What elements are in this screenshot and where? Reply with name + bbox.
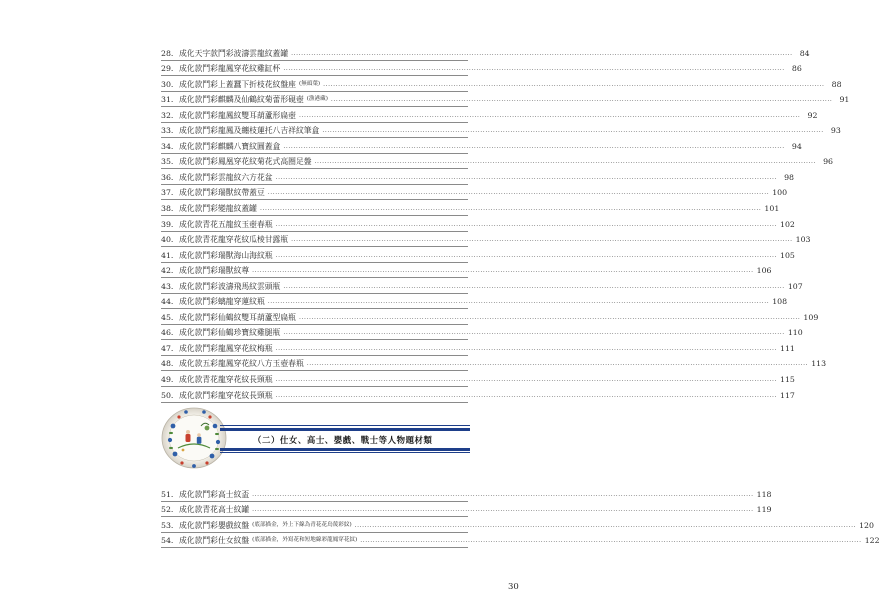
toc-entry-number: 32. bbox=[161, 110, 174, 120]
toc-leader-dots: ........................................................................................................................................................................................................ bbox=[291, 49, 793, 57]
toc-entry-title: 成化款鬥彩鳳凰穿花紋菊花式高圈足盤 bbox=[179, 157, 312, 167]
toc-entry-title: 成化款鬥彩變龍紋蓋罐 bbox=[179, 204, 257, 214]
toc-entry-title: 成化款鬥彩麒麟八寶紋圓蓋盒 bbox=[179, 141, 281, 151]
toc-entry-number: 37. bbox=[161, 188, 174, 198]
toc-entry-title: 成化款鬥彩仕女紋盤 bbox=[179, 536, 250, 546]
toc-entry-page: 96 bbox=[823, 157, 833, 167]
toc-entry-page: 94 bbox=[791, 141, 802, 151]
toc-entry-number: 41. bbox=[161, 250, 174, 260]
toc-entry-number: 30. bbox=[161, 79, 174, 89]
toc-entry[interactable] bbox=[161, 278, 803, 294]
toc-entry-number: 49. bbox=[161, 375, 174, 385]
toc-entry-number: 45. bbox=[161, 312, 174, 322]
toc-entry[interactable] bbox=[161, 169, 795, 185]
toc-leader-dots: ........................................................................................................................................................................................................ bbox=[306, 360, 809, 368]
toc-entry-title: 成化款青花龍穿花紋瓜棱甘露瓶 bbox=[179, 235, 289, 245]
toc-leader-dots: ........................................................................................................................................................................................................ bbox=[298, 313, 801, 321]
toc-entry[interactable] bbox=[161, 232, 811, 248]
toc-entry-title: 成化款鬥彩高士紋盃 bbox=[179, 489, 250, 499]
toc-entry-page: 111 bbox=[780, 343, 795, 353]
toc-entry[interactable] bbox=[161, 200, 780, 216]
toc-leader-dots: ........................................................................................................................................................................................................ bbox=[252, 490, 754, 498]
toc-entry[interactable] bbox=[161, 309, 819, 325]
toc-entry-number: 38. bbox=[161, 204, 174, 214]
toc-entry[interactable] bbox=[161, 76, 842, 92]
toc-entry-title: 成化款鬥彩嬰戲紋盤 bbox=[179, 520, 250, 530]
toc-entry-page: 86 bbox=[791, 64, 802, 74]
toc-entry[interactable] bbox=[161, 247, 795, 263]
toc-entry-title: 成化款鬥彩龍鳳及纏枝蓮托八吉祥紋筆盒 bbox=[179, 126, 320, 136]
toc-entry-page: 109 bbox=[803, 312, 819, 322]
toc-entry-note: (底部描金，外寫花和短地線彩龍鳳穿花紋) bbox=[252, 537, 358, 544]
toc-entry-title: 成化款鬥彩瑞獸紋帶蓋豆 bbox=[179, 188, 265, 198]
toc-entry-page: 105 bbox=[780, 250, 795, 260]
toc-entry-page: 119 bbox=[756, 505, 772, 515]
toc-leader-dots: ........................................................................................................................................................................................................ bbox=[323, 80, 825, 88]
toc-leader-dots: ........................................................................................................................................................................................................ bbox=[267, 189, 770, 197]
toc-entry-title: 成化款青花龍穿花紋長頸瓶 bbox=[179, 375, 273, 385]
toc-entry-page: 84 bbox=[799, 48, 810, 58]
toc-entry-number: 33. bbox=[161, 126, 174, 136]
section-header-band bbox=[220, 424, 470, 454]
toc-entry[interactable] bbox=[161, 61, 802, 77]
toc-entry-title: 成化款鬥彩龍鳳穿花紋雞缸杯 bbox=[179, 64, 281, 74]
toc-list-bottom bbox=[161, 486, 880, 548]
toc-entry-title: 成化款鬥彩瑞獸紋尊 bbox=[179, 266, 250, 276]
band-top-thick-line bbox=[220, 428, 470, 431]
section-title: （二）仕女、高士、嬰戲、戰士等人物題材類 bbox=[253, 435, 433, 445]
toc-leader-dots: ........................................................................................................................................................................................................ bbox=[275, 220, 778, 228]
toc-entry-number: 36. bbox=[161, 172, 174, 182]
toc-entry[interactable] bbox=[161, 294, 788, 310]
toc-entry-page: 107 bbox=[787, 281, 803, 291]
toc-entry-number: 29. bbox=[161, 64, 174, 74]
toc-entry-number: 39. bbox=[161, 219, 174, 229]
toc-entry-title: 成化款鬥彩龍穿花紋長頸瓶 bbox=[179, 390, 273, 400]
toc-entry-title: 成化款鬥彩雲龍紋六方花盆 bbox=[179, 172, 273, 182]
toc-leader-dots: ........................................................................................................................................................................................................ bbox=[283, 142, 785, 150]
toc-entry[interactable] bbox=[161, 45, 810, 61]
toc-entry-page: 113 bbox=[811, 359, 827, 369]
toc-entry[interactable] bbox=[161, 387, 795, 403]
toc-entry-number: 44. bbox=[161, 297, 174, 307]
toc-entry-page: 100 bbox=[772, 188, 788, 198]
toc-leader-dots: ........................................................................................................................................................................................................ bbox=[283, 282, 785, 290]
toc-entry-title: 成化款鬥彩龍鳳紋雙耳葫蘆形扁壺 bbox=[179, 110, 296, 120]
toc-entry-number: 53. bbox=[161, 520, 174, 530]
toc-entry-title: 成化款鬥彩螭龍穿蓮紋瓶 bbox=[179, 297, 265, 307]
toc-entry-number: 48. bbox=[161, 359, 174, 369]
toc-entry-number: 42. bbox=[161, 266, 174, 276]
toc-entry-number: 51. bbox=[161, 489, 174, 499]
toc-entry-number: 43. bbox=[161, 281, 174, 291]
toc-entry[interactable] bbox=[161, 185, 788, 201]
toc-entry[interactable] bbox=[161, 138, 802, 154]
toc-entry[interactable] bbox=[161, 123, 841, 139]
toc-entry-title: 成化款鬥彩瑞獸海山海紋瓶 bbox=[179, 250, 273, 260]
toc-entry-number: 35. bbox=[161, 157, 174, 167]
toc-leader-dots: ........................................................................................................................................................................................................ bbox=[291, 236, 793, 244]
toc-entry-page: 101 bbox=[764, 204, 780, 214]
toc-entry-number: 28. bbox=[161, 48, 174, 58]
toc-entry[interactable] bbox=[161, 517, 874, 533]
toc-leader-dots: ........................................................................................................................................................................................................ bbox=[298, 111, 801, 119]
toc-list-top bbox=[161, 45, 850, 403]
toc-entry[interactable] bbox=[161, 107, 818, 123]
toc-leader-dots: ........................................................................................................................................................................................................ bbox=[267, 298, 770, 306]
toc-entry-page: 98 bbox=[784, 172, 795, 182]
toc-leader-dots: ........................................................................................................................................................................................................ bbox=[275, 376, 778, 384]
toc-entry-title: 成化款青花五龍紋玉壺春瓶 bbox=[179, 219, 273, 229]
toc-entry-page: 110 bbox=[787, 328, 803, 338]
toc-leader-dots: ........................................................................................................................................................................................................ bbox=[252, 506, 754, 514]
toc-entry-page: 93 bbox=[830, 126, 841, 136]
toc-entry-page: 91 bbox=[839, 95, 850, 105]
toc-entry-number: 34. bbox=[161, 141, 174, 151]
toc-entry-title: 成化款鬥彩龍鳳穿花紋梅瓶 bbox=[179, 343, 273, 353]
toc-entry-title: 成化款五彩龍鳳穿花紋八方玉壺春瓶 bbox=[179, 359, 304, 369]
toc-leader-dots: ........................................................................................................................................................................................................ bbox=[275, 344, 778, 352]
toc-entry-title: 成化天字款鬥彩波濤雲龍紋蓋罐 bbox=[179, 48, 289, 58]
toc-entry-title: 成化款鬥彩仙鶴珍寶紋雞腿瓶 bbox=[179, 328, 281, 338]
toc-leader-dots: ........................................................................................................................................................................................................ bbox=[360, 537, 862, 545]
toc-entry-number: 31. bbox=[161, 95, 174, 105]
toc-leader-dots: ........................................................................................................................................................................................................ bbox=[354, 521, 857, 529]
toc-leader-dots: ........................................................................................................................................................................................................ bbox=[252, 267, 754, 275]
toc-entry-title: 成化款鬥彩上蓋蠶下折枝花紋盤座 bbox=[179, 79, 296, 89]
band-bottom-thin-line bbox=[220, 452, 470, 453]
toc-entry-page: 103 bbox=[795, 235, 811, 245]
toc-entry-number: 52. bbox=[161, 505, 174, 515]
toc-entry[interactable] bbox=[161, 92, 850, 108]
toc-entry-number: 46. bbox=[161, 328, 174, 338]
toc-entry[interactable] bbox=[161, 486, 772, 502]
toc-entry[interactable] bbox=[161, 356, 827, 372]
page-number: 30 bbox=[508, 582, 519, 592]
toc-entry-title: 成化款鬥彩波濤飛馬紋雲頭瓶 bbox=[179, 281, 281, 291]
toc-entry-page: 92 bbox=[807, 110, 818, 120]
toc-entry-page: 108 bbox=[772, 297, 788, 307]
toc-entry-page: 117 bbox=[780, 390, 795, 400]
band-bottom-thick-line bbox=[220, 448, 470, 451]
toc-entry[interactable] bbox=[161, 325, 803, 341]
toc-entry-note: (無頭葉) bbox=[298, 80, 321, 87]
toc-leader-dots: ........................................................................................................................................................................................................ bbox=[283, 65, 785, 73]
toc-entry[interactable] bbox=[161, 533, 880, 549]
toc-entry-page: 88 bbox=[831, 79, 842, 89]
porcelain-plate-illustration bbox=[161, 404, 227, 470]
toc-entry-number: 47. bbox=[161, 343, 174, 353]
toc-entry-number: 40. bbox=[161, 235, 174, 245]
toc-entry[interactable] bbox=[161, 216, 795, 232]
toc-entry[interactable] bbox=[161, 371, 795, 387]
toc-entry-number: 54. bbox=[161, 536, 174, 546]
toc-leader-dots: ........................................................................................................................................................................................................ bbox=[275, 251, 778, 259]
toc-entry[interactable] bbox=[161, 263, 772, 279]
toc-entry-title: 成化款鬥彩麒麟及仙鶴紋菊蕾形硯壺 bbox=[179, 95, 304, 105]
toc-leader-dots: ........................................................................................................................................................................................................ bbox=[322, 127, 824, 135]
toc-entry-note: (底部描金，外上下線為青花花鳥蔑彩紋) bbox=[252, 521, 352, 528]
band-top-thin-line bbox=[220, 425, 470, 426]
toc-entry-page: 120 bbox=[859, 520, 874, 530]
toc-entry-title: 成化款青花高士紋罐 bbox=[179, 505, 250, 515]
toc-entry-page: 118 bbox=[756, 489, 772, 499]
toc-entry-page: 102 bbox=[780, 219, 795, 229]
toc-leader-dots: ........................................................................................................................................................................................................ bbox=[275, 391, 778, 399]
toc-entry-title: 成化款鬥彩仙鶴紋雙耳葫蘆型扁瓶 bbox=[179, 312, 296, 322]
toc-entry[interactable] bbox=[161, 154, 833, 170]
toc-leader-dots: ........................................................................................................................................................................................................ bbox=[330, 96, 833, 104]
toc-entry[interactable] bbox=[161, 502, 772, 518]
toc-entry-page: 115 bbox=[780, 375, 795, 385]
toc-leader-dots: ........................................................................................................................................................................................................ bbox=[275, 173, 778, 181]
toc-leader-dots: ........................................................................................................................................................................................................ bbox=[259, 205, 762, 213]
toc-leader-dots: ........................................................................................................................................................................................................ bbox=[314, 158, 816, 166]
toc-entry-page: 106 bbox=[756, 266, 772, 276]
toc-leader-dots: ........................................................................................................................................................................................................ bbox=[283, 329, 785, 337]
toc-entry-number: 50. bbox=[161, 390, 174, 400]
toc-entry-page: 122 bbox=[864, 536, 880, 546]
toc-entry-note: (漁港藏) bbox=[306, 96, 328, 103]
toc-entry[interactable] bbox=[161, 340, 795, 356]
